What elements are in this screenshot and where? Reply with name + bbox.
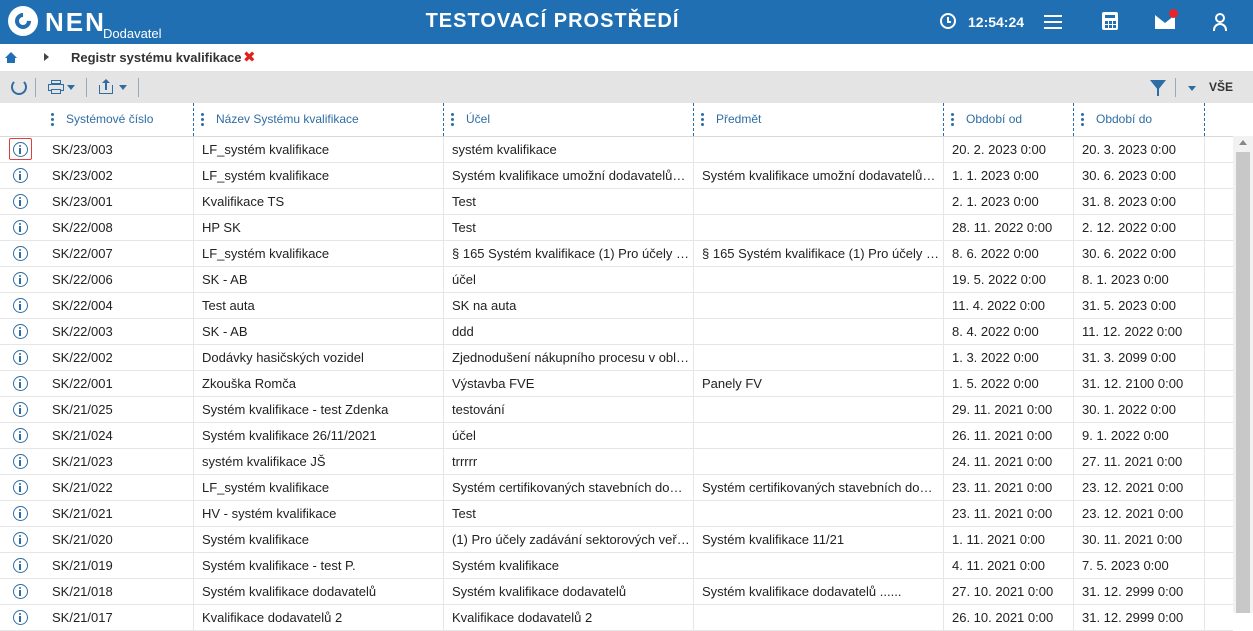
cell-subject	[694, 345, 944, 370]
cell-period-to: 2. 12. 2022 0:00	[1074, 215, 1205, 240]
cell-subject: Panely FV	[694, 371, 944, 396]
cell-period-to: 31. 12. 2100 0:00	[1074, 371, 1205, 396]
table-body	[0, 137, 1233, 631]
cell-purpose: Test	[444, 501, 694, 526]
cell-period-from: 24. 11. 2021 0:00	[944, 449, 1074, 474]
cell-period-from: 4. 11. 2021 0:00	[944, 553, 1074, 578]
cell-period-from: 28. 11. 2022 0:00	[944, 215, 1074, 240]
cell-period-to: 31. 12. 2999 0:00	[1074, 605, 1205, 630]
cell-period-from: 1. 1. 2023 0:00	[944, 163, 1074, 188]
info-icon[interactable]	[13, 350, 28, 365]
logo-icon	[8, 6, 38, 36]
row-detail-button[interactable]	[0, 553, 42, 578]
filter-select-value[interactable]: VŠE	[1209, 80, 1234, 94]
column-header-period-to[interactable]: Období do	[1074, 103, 1205, 136]
row-detail-button[interactable]	[0, 137, 42, 162]
cell-period-from: 20. 2. 2023 0:00	[944, 137, 1074, 162]
cell-period-to: 31. 5. 2023 0:00	[1074, 293, 1205, 318]
row-detail-button[interactable]	[0, 475, 42, 500]
grid-toolbar	[0, 72, 1253, 103]
cell-system-number: SK/21/022	[44, 475, 194, 500]
info-icon[interactable]	[13, 376, 28, 391]
cell-period-from: 26. 11. 2021 0:00	[944, 423, 1074, 448]
row-detail-button[interactable]	[0, 215, 42, 240]
table-row[interactable]	[0, 579, 1233, 605]
cell-subject	[694, 397, 944, 422]
column-header-system-number[interactable]: Systémové číslo	[44, 103, 194, 136]
export-dropdown-caret[interactable]	[119, 85, 127, 90]
cell-purpose: (1) Pro účely zadávání sektorových veř…	[444, 527, 694, 552]
nen-logo[interactable]	[8, 5, 168, 41]
column-menu-icon[interactable]	[451, 113, 454, 126]
cell-subject	[694, 215, 944, 240]
row-detail-button[interactable]	[0, 163, 42, 188]
cell-system-name: Systém kvalifikace - test Zdenka	[194, 397, 444, 422]
cell-system-number: SK/22/007	[44, 241, 194, 266]
cell-purpose: trrrrr	[444, 449, 694, 474]
row-detail-button[interactable]	[0, 189, 42, 214]
cell-system-number: SK/22/006	[44, 267, 194, 292]
cell-purpose: SK na auta	[444, 293, 694, 318]
cell-system-number: SK/21/020	[44, 527, 194, 552]
cell-period-to: 11. 12. 2022 0:00	[1074, 319, 1205, 344]
cell-system-number: SK/22/001	[44, 371, 194, 396]
column-menu-icon[interactable]	[951, 113, 954, 126]
cell-period-to: 31. 12. 2999 0:00	[1074, 579, 1205, 604]
cell-system-name: LF_systém kvalifikace	[194, 163, 444, 188]
cell-system-name: Zkouška Romča	[194, 371, 444, 396]
row-detail-button[interactable]	[0, 267, 42, 292]
clock-time: 12:54:24	[968, 14, 1025, 30]
cell-purpose: Výstavba FVE	[444, 371, 694, 396]
cell-system-number: SK/22/004	[44, 293, 194, 318]
cell-period-to: 23. 12. 2021 0:00	[1074, 501, 1205, 526]
cell-period-from: 19. 5. 2022 0:00	[944, 267, 1074, 292]
chevron-right-icon	[44, 53, 49, 61]
table-row[interactable]	[0, 345, 1233, 371]
cell-period-from: 27. 10. 2021 0:00	[944, 579, 1074, 604]
table-row[interactable]	[0, 605, 1233, 631]
table-row[interactable]	[0, 215, 1233, 241]
vertical-scrollbar[interactable]	[1233, 136, 1253, 613]
cell-purpose: Test	[444, 215, 694, 240]
table-row[interactable]	[0, 501, 1233, 527]
cell-period-from: 23. 11. 2021 0:00	[944, 475, 1074, 500]
cell-purpose: Systém kvalifikace umožní dodavatelů…	[444, 163, 694, 188]
table-row[interactable]	[0, 371, 1233, 397]
cell-system-name: LF_systém kvalifikace	[194, 475, 444, 500]
cell-subject	[694, 423, 944, 448]
cell-purpose: ddd	[444, 319, 694, 344]
toolbar-separator	[138, 78, 139, 97]
cell-system-name: HV - systém kvalifikace	[194, 501, 444, 526]
info-icon[interactable]	[13, 168, 28, 183]
cell-system-number: SK/21/021	[44, 501, 194, 526]
cell-period-to: 8. 1. 2023 0:00	[1074, 267, 1205, 292]
cell-subject: Systém certifikovaných stavebních do…	[694, 475, 944, 500]
cell-subject	[694, 449, 944, 474]
environment-title: TESTOVACÍ PROSTŘEDÍ	[425, 10, 680, 32]
toolbar-separator	[1175, 78, 1176, 97]
cell-system-number: SK/22/008	[44, 215, 194, 240]
cell-purpose: Systém kvalifikace	[444, 553, 694, 578]
cell-purpose: Test	[444, 189, 694, 214]
table-row[interactable]	[0, 319, 1233, 345]
cell-period-to: 31. 8. 2023 0:00	[1074, 189, 1205, 214]
cell-period-to: 30. 6. 2023 0:00	[1074, 163, 1205, 188]
cell-subject	[694, 319, 944, 344]
table-row[interactable]	[0, 189, 1233, 215]
cell-system-number: SK/23/003	[44, 137, 194, 162]
cell-system-name: LF_systém kvalifikace	[194, 241, 444, 266]
export-icon[interactable]	[99, 80, 113, 94]
cell-period-from: 1. 5. 2022 0:00	[944, 371, 1074, 396]
close-tab-icon[interactable]: ✖	[243, 49, 256, 66]
info-icon[interactable]	[13, 298, 28, 313]
row-detail-button[interactable]	[0, 501, 42, 526]
cell-period-to: 7. 5. 2023 0:00	[1074, 553, 1205, 578]
breadcrumb-current: Registr systému kvalifikace	[71, 50, 242, 65]
refresh-icon[interactable]	[11, 79, 27, 95]
filter-dropdown-caret[interactable]	[1188, 86, 1196, 91]
cell-period-to: 27. 11. 2021 0:00	[1074, 449, 1205, 474]
column-menu-icon[interactable]	[201, 113, 204, 126]
calculator-icon[interactable]	[1100, 12, 1122, 32]
row-detail-button[interactable]	[0, 527, 42, 552]
home-icon[interactable]	[5, 52, 17, 63]
row-detail-button[interactable]	[0, 293, 42, 318]
cell-subject	[694, 293, 944, 318]
table-row[interactable]	[0, 423, 1233, 449]
cell-subject	[694, 553, 944, 578]
cell-period-to: 30. 11. 2021 0:00	[1074, 527, 1205, 552]
filter-icon[interactable]	[1150, 80, 1166, 90]
table-row[interactable]	[0, 449, 1233, 475]
cell-system-number: SK/22/003	[44, 319, 194, 344]
notification-dot	[1169, 9, 1178, 18]
table-row[interactable]	[0, 163, 1233, 189]
info-icon[interactable]	[13, 532, 28, 547]
cell-system-name: SK - AB	[194, 267, 444, 292]
table-row[interactable]	[0, 397, 1233, 423]
qualification-systems-table	[0, 103, 1233, 631]
column-menu-icon[interactable]	[51, 113, 54, 126]
cell-subject: Systém kvalifikace 11/21	[694, 527, 944, 552]
cell-period-to: 30. 1. 2022 0:00	[1074, 397, 1205, 422]
info-icon[interactable]	[13, 194, 28, 209]
info-icon[interactable]	[13, 272, 28, 287]
column-menu-icon[interactable]	[1081, 113, 1084, 126]
cell-purpose: testování	[444, 397, 694, 422]
cell-system-number: SK/21/024	[44, 423, 194, 448]
print-icon[interactable]	[48, 80, 64, 94]
info-icon[interactable]	[13, 558, 28, 573]
cell-system-name: Systém kvalifikace - test P.	[194, 553, 444, 578]
cell-purpose: Systém kvalifikace dodavatelů	[444, 579, 694, 604]
cell-subject	[694, 605, 944, 630]
print-dropdown-caret[interactable]	[67, 85, 75, 90]
info-icon[interactable]	[13, 610, 28, 625]
toolbar-separator	[86, 78, 87, 97]
cell-purpose: Kvalifikace dodavatelů 2	[444, 605, 694, 630]
cell-purpose: účel	[444, 423, 694, 448]
table-row[interactable]	[0, 527, 1233, 553]
info-icon[interactable]	[13, 402, 28, 417]
cell-purpose: Systém certifikovaných stavebních do…	[444, 475, 694, 500]
cell-purpose: Zjednodušení nákupního procesu v obl…	[444, 345, 694, 370]
cell-system-number: SK/21/023	[44, 449, 194, 474]
table-row[interactable]	[0, 553, 1233, 579]
row-detail-button[interactable]	[0, 371, 42, 396]
cell-period-to: 20. 3. 2023 0:00	[1074, 137, 1205, 162]
cell-system-name: SK - AB	[194, 319, 444, 344]
info-icon[interactable]	[13, 246, 28, 261]
scrollbar-thumb[interactable]	[1236, 152, 1250, 613]
table-row[interactable]	[0, 267, 1233, 293]
cell-system-name: Dodávky hasičských vozidel	[194, 345, 444, 370]
column-header-name[interactable]: Název Systému kvalifikace	[194, 103, 444, 136]
table-row[interactable]	[0, 241, 1233, 267]
cell-period-from: 1. 3. 2022 0:00	[944, 345, 1074, 370]
cell-system-number: SK/21/019	[44, 553, 194, 578]
cell-subject: Systém kvalifikace umožní dodavatelů…	[694, 163, 944, 188]
cell-system-number: SK/23/002	[44, 163, 194, 188]
cell-period-to: 30. 6. 2022 0:00	[1074, 241, 1205, 266]
row-detail-button[interactable]	[0, 605, 42, 630]
cell-subject: § 165 Systém kvalifikace (1) Pro účely …	[694, 241, 944, 266]
cell-system-name: Kvalifikace dodavatelů 2	[194, 605, 444, 630]
cell-period-from: 8. 4. 2022 0:00	[944, 319, 1074, 344]
cell-system-name: LF_systém kvalifikace	[194, 137, 444, 162]
info-icon[interactable]	[13, 142, 28, 157]
top-bar	[0, 0, 1253, 44]
row-detail-button[interactable]	[0, 449, 42, 474]
row-detail-button[interactable]	[0, 397, 42, 422]
info-icon[interactable]	[13, 324, 28, 339]
column-header-period-from[interactable]: Období od	[944, 103, 1074, 136]
cell-system-number: SK/21/018	[44, 579, 194, 604]
cell-subject	[694, 267, 944, 292]
cell-system-number: SK/21/025	[44, 397, 194, 422]
header-info-column	[0, 103, 44, 136]
cell-purpose: účel	[444, 267, 694, 292]
cell-system-name: Systém kvalifikace 26/11/2021	[194, 423, 444, 448]
row-detail-button[interactable]	[0, 423, 42, 448]
cell-system-name: systém kvalifikace JŠ	[194, 449, 444, 474]
logo-subtitle: Dodavatel	[103, 26, 162, 41]
table-row[interactable]	[0, 293, 1233, 319]
cell-period-from: 8. 6. 2022 0:00	[944, 241, 1074, 266]
breadcrumb	[0, 44, 1253, 72]
cell-period-from: 1. 11. 2021 0:00	[944, 527, 1074, 552]
clock-icon	[940, 13, 956, 29]
cell-purpose: systém kvalifikace	[444, 137, 694, 162]
table-row[interactable]	[0, 475, 1233, 501]
logo-text: NEN	[45, 7, 106, 37]
column-header-purpose[interactable]: Účel	[444, 103, 694, 136]
row-detail-button[interactable]	[0, 319, 42, 344]
info-icon[interactable]	[13, 480, 28, 495]
cell-system-name: Kvalifikace TS	[194, 189, 444, 214]
cell-system-name: Test auta	[194, 293, 444, 318]
cell-system-number: SK/23/001	[44, 189, 194, 214]
cell-period-from: 23. 11. 2021 0:00	[944, 501, 1074, 526]
info-icon[interactable]	[13, 220, 28, 235]
cell-period-to: 23. 12. 2021 0:00	[1074, 475, 1205, 500]
info-icon[interactable]	[13, 506, 28, 521]
cell-system-name: HP SK	[194, 215, 444, 240]
cell-purpose: § 165 Systém kvalifikace (1) Pro účely …	[444, 241, 694, 266]
column-header-subject[interactable]: Předmět	[694, 103, 944, 136]
cell-period-to: 9. 1. 2022 0:00	[1074, 423, 1205, 448]
mail-icon[interactable]	[1155, 12, 1177, 32]
info-icon[interactable]	[13, 454, 28, 469]
cell-period-from: 11. 4. 2022 0:00	[944, 293, 1074, 318]
cell-system-name: Systém kvalifikace	[194, 527, 444, 552]
scroll-up-icon[interactable]	[1239, 140, 1247, 145]
user-icon[interactable]	[1210, 12, 1232, 32]
cell-period-from: 29. 11. 2021 0:00	[944, 397, 1074, 422]
info-icon[interactable]	[13, 428, 28, 443]
info-icon[interactable]	[13, 584, 28, 599]
cell-system-name: Systém kvalifikace dodavatelů	[194, 579, 444, 604]
cell-subject	[694, 501, 944, 526]
cell-system-number: SK/22/002	[44, 345, 194, 370]
row-detail-button[interactable]	[0, 579, 42, 604]
menu-icon[interactable]	[1042, 12, 1064, 32]
column-menu-icon[interactable]	[701, 113, 704, 126]
cell-subject	[694, 137, 944, 162]
cell-period-from: 2. 1. 2023 0:00	[944, 189, 1074, 214]
cell-subject	[694, 189, 944, 214]
row-detail-button[interactable]	[0, 345, 42, 370]
cell-subject: Systém kvalifikace dodavatelů ......	[694, 579, 944, 604]
cell-period-from: 26. 10. 2021 0:00	[944, 605, 1074, 630]
table-row[interactable]	[0, 137, 1233, 163]
table-header	[0, 103, 1233, 137]
row-detail-button[interactable]	[0, 241, 42, 266]
toolbar-separator	[35, 78, 36, 97]
cell-period-to: 31. 3. 2099 0:00	[1074, 345, 1205, 370]
cell-system-number: SK/21/017	[44, 605, 194, 630]
